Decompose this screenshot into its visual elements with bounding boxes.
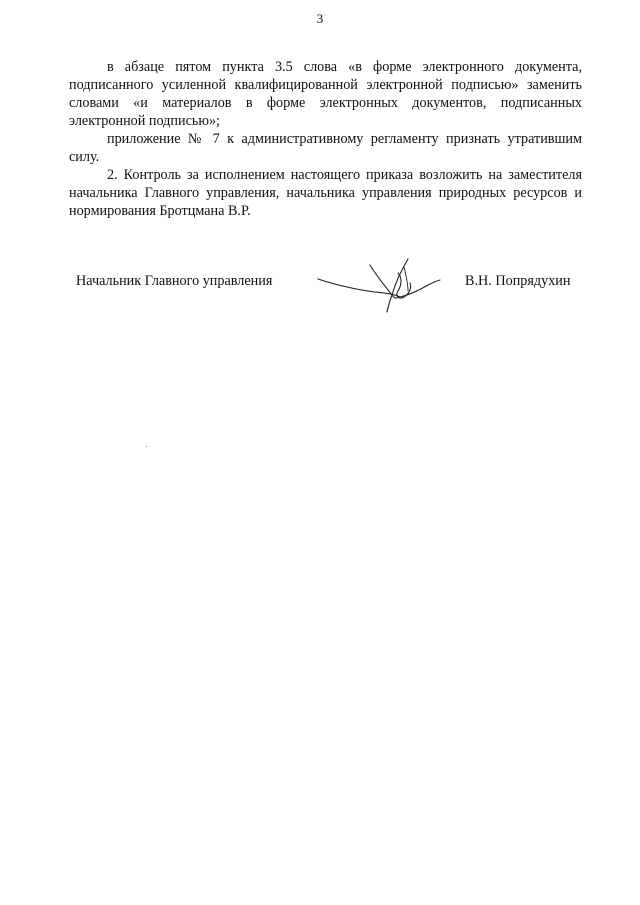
paragraph-annex: приложение № 7 к административному регламенту признать утратившим силу.	[69, 131, 582, 165]
signer-title: Начальник Главного управления	[76, 273, 273, 289]
paragraph-control: 2. Контроль за исполнением настоящего приказа возложить на заместителя начальника Главного управления, начальника управления природных ресурсов и нормирования Бротцмана В.Р.	[69, 167, 582, 219]
page-number: 3	[316, 11, 324, 26]
signature-block	[0, 255, 640, 315]
handwritten-signature	[316, 255, 442, 313]
scan-speck	[146, 446, 147, 447]
document-body	[69, 58, 582, 220]
signer-name: В.Н. Попрядухин	[465, 273, 571, 289]
paragraph-amendment: в абзаце пятом пункта 3.5 слова «в форме электронного документа, подписанного усиленной квалифицированной электронной подписью» заменить словами «и материалов в форме электронных документов, подписанных электронной подписью»;	[69, 59, 582, 129]
